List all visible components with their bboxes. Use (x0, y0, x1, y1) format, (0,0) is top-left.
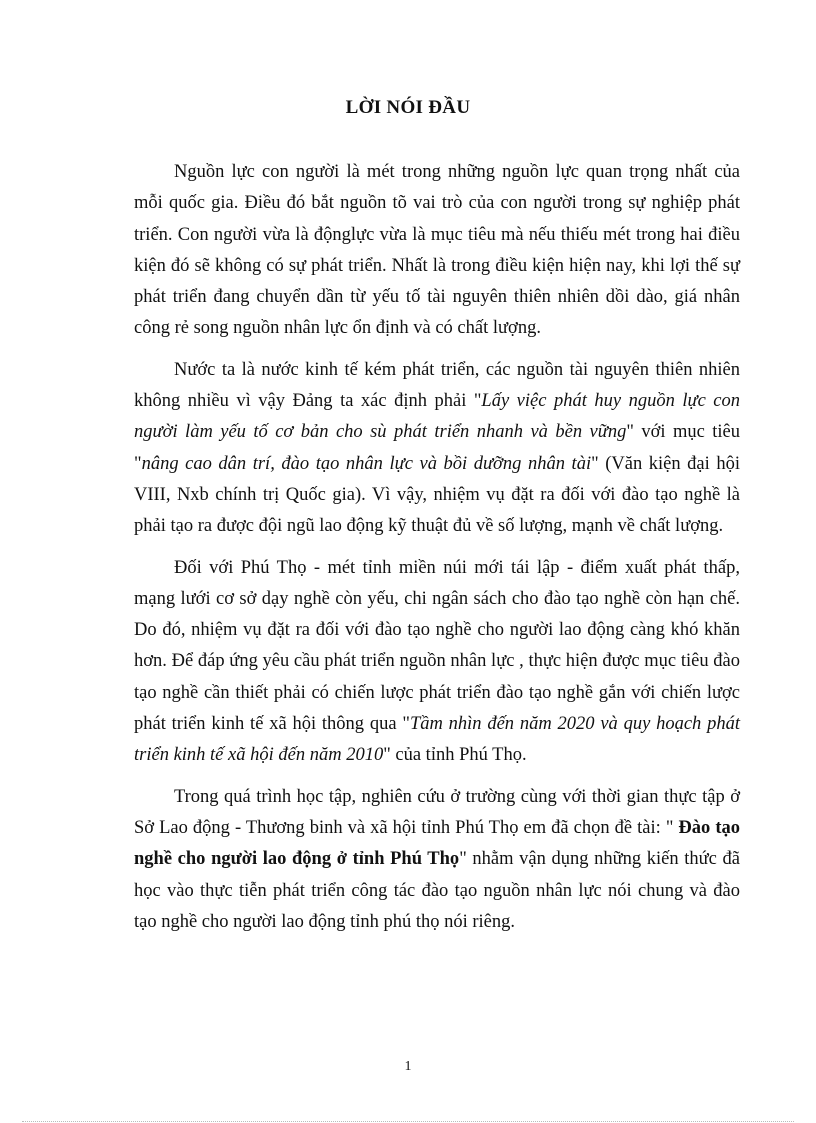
paragraph-text: " (Văn kiện đại hội VIII, Nxb chính trị Quốc gia). Vì vậy, nhiệm vụ đặt ra đối với đào tạo nghề là phải tạo ra được đội ngũ lao động kỹ thuật đủ về số lượng, mạnh về chất lượng. (134, 453, 740, 537)
italic-quote: Tầm nhìn đến năm 2020 và quy hoạch phát triển kinh tế xã hội đến năm 2010 (134, 714, 741, 766)
page-number: 1 (404, 1059, 412, 1074)
paragraph-text: Nước ta là nước kinh tế kém phát triển, các nguồn tài nguyên thiên nhiên không nhiều vì vậy Đảng ta xác định phải " (134, 359, 740, 412)
italic-quote: Lấy việc phát huy nguồn lực con người làm yếu tố cơ bản cho sù phát triển nhanh và bền vững (134, 391, 740, 443)
thesis-topic: Đào tạo nghề cho người lao động ở tỉnh Phú Thọ (134, 817, 740, 870)
paragraph-text: " nhằm vận dụng những kiến thức đã học vào thực tiễn phát triển công tác đào tạo nguồn nhân lực nói chung và đào tạo nghề cho người lao động tỉnh phú thọ nói riêng. (134, 849, 740, 932)
body-text (134, 157, 740, 938)
paragraph-text: Trong quá trình học tập, nghiên cứu ở trường cùng với thời gian thực tập ở Sở Lao động - Thương binh và xã hội tỉnh Phú Thọ em đã chọn đề tài: " (134, 786, 740, 838)
paragraph-text: " với mục tiêu " (134, 422, 740, 474)
paragraph-3 (134, 553, 740, 772)
page-bottom-divider (22, 1121, 794, 1122)
paragraph-4 (134, 782, 740, 938)
italic-quote: nâng cao dân trí, đào tạo nhân lực và bồi dưỡng nhân tài (141, 453, 592, 474)
paragraph-text: Đối với Phú Thọ - mét tỉnh miền núi mới tái lập - điểm xuất phát thấp, mạng lưới cơ sở dạy nghề còn yếu, chi ngân sách cho đào tạo nghề còn hạn chế. Do đó, nhiệm vụ đặt ra đối với đào tạo nghề cho người lao động càng khó khăn hơn. Để đáp ứng yêu cầu phát triển nguồn nhân lực , thực hiện được mục tiêu đào tạo nghề cần thiết phải có chiến lược phát triển đào tạo nghề gắn với chiến lược phát triển kinh tế xã hội thông qua " (134, 557, 740, 735)
page-title: LỜI NÓI ĐẦU (345, 97, 471, 118)
paragraph-2 (134, 355, 740, 543)
paragraph-text: Nguồn lực con người là mét trong những nguồn lực quan trọng nhất của mỗi quốc gia. Điều đó bắt nguồn tõ vai trò của con người trong sự nghiệp phát triển. Con người vừa là độnglực vừa là mục tiêu mà nếu thiếu mét trong hai điều kiện đó sẽ không có sự phát triển. Nhất là trong điều kiện hiện nay, khi lợi thế sự phát triển đang chuyển dần từ yếu tố tài nguyên thiên nhiên dồi dào, giá nhân công rẻ song nguồn nhân lực ổn định và có chất lượng. (134, 162, 740, 339)
paragraph-text: " của tỉnh Phú Thọ. (383, 745, 527, 766)
paragraph-1 (134, 157, 740, 345)
